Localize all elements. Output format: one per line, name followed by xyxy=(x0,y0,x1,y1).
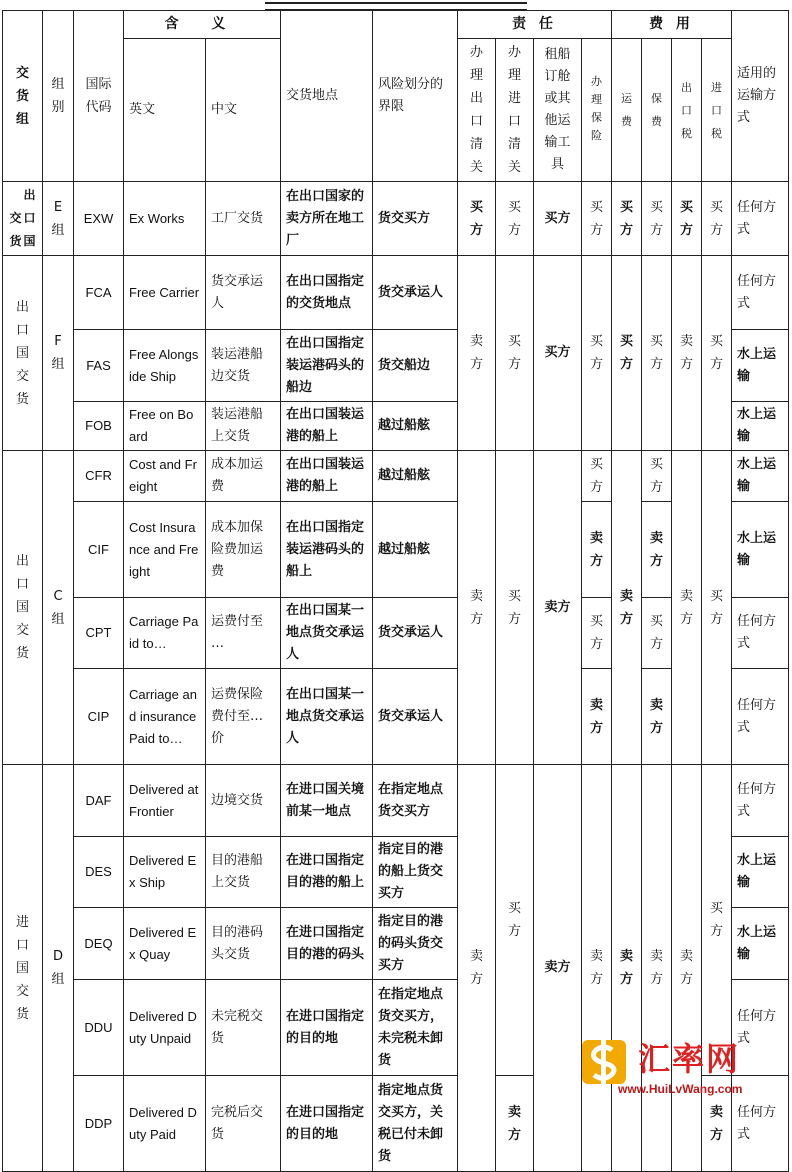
e-group-id: E组 xyxy=(43,182,74,256)
term-en: Delivered Duty Paid xyxy=(124,1076,206,1172)
d-resp-ship: 卖方 xyxy=(534,765,582,1172)
f-group-id: F组 xyxy=(43,256,74,451)
exw-resp-ship: 买方 xyxy=(534,182,582,256)
term-mode: 水上运输 xyxy=(732,330,789,402)
term-en: Carriage and insurance Paid to… xyxy=(124,669,206,765)
term-mode: 任何方式 xyxy=(732,765,789,837)
header-responsibility: 责 任 xyxy=(458,11,612,39)
exw-cost-ins: 买方 xyxy=(642,182,672,256)
term-en: Free Carrier xyxy=(124,256,206,330)
term-mode: 水上运输 xyxy=(732,451,789,502)
term-zh: 目的港船上交货 xyxy=(206,837,281,908)
term-zh: 目的港码头交货 xyxy=(206,908,281,980)
c-resp-export: 卖方 xyxy=(458,451,496,765)
term-code: FAS xyxy=(74,330,124,402)
d-resp-import: 买方 xyxy=(496,765,534,1076)
header-cost-ins: 保费 xyxy=(642,39,672,182)
term-risk: 在指定地点货交买方，未完税未卸货 xyxy=(373,980,458,1076)
header-group-id: 组别 xyxy=(43,11,74,182)
cif-cost-ins: 卖方 xyxy=(642,502,672,598)
term-mode: 水上运输 xyxy=(732,402,789,451)
header-resp-ship: 租船订舱或其他运输工具 xyxy=(534,39,582,182)
term-place: 在进口国指定的目的地 xyxy=(281,1076,373,1172)
d-group-cell: 进口国交货 xyxy=(3,765,43,1172)
c-resp-ship: 卖方 xyxy=(534,451,582,765)
header-resp-ins: 办理保险 xyxy=(582,39,612,182)
term-mode: 任何方式 xyxy=(732,256,789,330)
f-cost-export: 卖方 xyxy=(672,256,702,451)
header-cost-import: 进口税 xyxy=(702,39,732,182)
header-en: 英文 xyxy=(124,39,206,182)
f-group-cell: 出口国交货 xyxy=(3,256,43,451)
header-mode: 适用的运输方式 xyxy=(732,11,789,182)
term-code: CIF xyxy=(74,502,124,598)
term-zh: 完税后交货 xyxy=(206,1076,281,1172)
header-resp-export: 办理出口清关 xyxy=(458,39,496,182)
term-place: 在出口国装运港的船上 xyxy=(281,451,373,502)
term-place: 在出口国指定装运港码头的船边 xyxy=(281,330,373,402)
term-zh: 成本加运费 xyxy=(206,451,281,502)
cfr-resp-ins: 买方 xyxy=(582,451,612,502)
term-code: EXW xyxy=(74,182,124,256)
d-cost-freight: 卖方 xyxy=(612,765,642,1172)
d-cost-export: 卖方 xyxy=(672,765,702,1172)
d-resp-ins: 卖方 xyxy=(582,765,612,1172)
term-en: Cost Insurance and Freight xyxy=(124,502,206,598)
term-place: 在进口国指定目的港的码头 xyxy=(281,908,373,980)
term-zh: 运费付至 … xyxy=(206,598,281,669)
term-place: 在出口国家的卖方所在地工厂 xyxy=(281,182,373,256)
d-group-id: D组 xyxy=(43,765,74,1172)
term-mode: 水上运输 xyxy=(732,908,789,980)
term-mode: 水上运输 xyxy=(732,837,789,908)
exw-cost-freight: 买方 xyxy=(612,182,642,256)
term-zh: 装运港船边交货 xyxy=(206,330,281,402)
term-en: Cost and Freight xyxy=(124,451,206,502)
term-risk: 指定目的港的码头货交买方 xyxy=(373,908,458,980)
header-risk: 风险划分的界限 xyxy=(373,11,458,182)
ddp-cost-import: 卖方 xyxy=(702,1076,732,1172)
term-risk: 货交承运人 xyxy=(373,598,458,669)
term-zh: 运费保险费付至…价 xyxy=(206,669,281,765)
term-place: 在进口国关境前某一地点 xyxy=(281,765,373,837)
term-code: FOB xyxy=(74,402,124,451)
c-group-cell: 出口国交货 xyxy=(3,451,43,765)
header-zh: 中文 xyxy=(206,39,281,182)
term-zh: 货交承运人 xyxy=(206,256,281,330)
term-mode: 任何方式 xyxy=(732,1076,789,1172)
term-risk: 货交承运人 xyxy=(373,669,458,765)
term-risk: 货交承运人 xyxy=(373,256,458,330)
term-risk: 越过船舷 xyxy=(373,451,458,502)
watermark-name: 汇率网 xyxy=(638,1040,741,1078)
header-cost-freight: 运费 xyxy=(612,39,642,182)
c-cost-export: 卖方 xyxy=(672,451,702,765)
top-rule xyxy=(265,2,527,10)
f-resp-ins: 买方 xyxy=(582,256,612,451)
term-risk: 越过船舷 xyxy=(373,402,458,451)
term-risk: 货交买方 xyxy=(373,182,458,256)
term-place: 在出口国装运港的船上 xyxy=(281,402,373,451)
f-resp-ship: 买方 xyxy=(534,256,582,451)
term-place: 在出口国指定装运港码头的船上 xyxy=(281,502,373,598)
d-cost-ins: 卖方 xyxy=(642,765,672,1172)
term-code: DDU xyxy=(74,980,124,1076)
watermark xyxy=(578,1032,788,1102)
term-zh: 工厂交货 xyxy=(206,182,281,256)
term-en: Delivered Duty Unpaid xyxy=(124,980,206,1076)
term-en: Delivered at Frontier xyxy=(124,765,206,837)
ddp-resp-import: 卖方 xyxy=(496,1076,534,1172)
term-en: Delivered Ex Quay xyxy=(124,908,206,980)
term-mode: 水上运输 xyxy=(732,502,789,598)
cfr-cost-ins: 买方 xyxy=(642,451,672,502)
term-code: DDP xyxy=(74,1076,124,1172)
term-mode: 任何方式 xyxy=(732,669,789,765)
term-risk: 货交船边 xyxy=(373,330,458,402)
watermark-url: www.HuiLvWang.com xyxy=(618,1082,743,1096)
header-meaning: 含 义 xyxy=(124,11,281,39)
term-zh: 装运港船上交货 xyxy=(206,402,281,451)
term-code: CFR xyxy=(74,451,124,502)
term-place: 在进口国指定的目的地 xyxy=(281,980,373,1076)
f-resp-import: 买方 xyxy=(496,256,534,451)
f-cost-freight: 买方 xyxy=(612,256,642,451)
header-group: 交货组 xyxy=(3,11,43,182)
term-en: Carriage Paid to… xyxy=(124,598,206,669)
d-resp-export: 卖方 xyxy=(458,765,496,1172)
exw-resp-import: 买方 xyxy=(496,182,534,256)
term-mode: 任何方式 xyxy=(732,182,789,256)
cip-cost-ins: 卖方 xyxy=(642,669,672,765)
term-code: CPT xyxy=(74,598,124,669)
term-place: 在进口国指定目的港的船上 xyxy=(281,837,373,908)
c-group-id: C组 xyxy=(43,451,74,765)
cip-resp-ins: 卖方 xyxy=(582,669,612,765)
f-cost-ins: 买方 xyxy=(642,256,672,451)
exw-resp-ins: 买方 xyxy=(582,182,612,256)
cpt-cost-ins: 买方 xyxy=(642,598,672,669)
d-cost-import: 买方 xyxy=(702,765,732,1076)
header-cost-export: 出口税 xyxy=(672,39,702,182)
term-mode: 任何方式 xyxy=(732,598,789,669)
header-code: 国际代码 xyxy=(74,11,124,182)
term-place: 在出口国某一地点货交承运人 xyxy=(281,598,373,669)
term-code: CIP xyxy=(74,669,124,765)
c-cost-import: 买方 xyxy=(702,451,732,765)
term-mode: 任何方式 xyxy=(732,980,789,1076)
header-cost: 费 用 xyxy=(612,11,732,39)
term-place: 在出口国指定的交货地点 xyxy=(281,256,373,330)
term-code: DEQ xyxy=(74,908,124,980)
term-risk: 越过船舷 xyxy=(373,502,458,598)
header-place: 交货地点 xyxy=(281,11,373,182)
header-resp-import: 办理进口清关 xyxy=(496,39,534,182)
term-code: DAF xyxy=(74,765,124,837)
term-risk: 指定地点货交买方，关税已付未卸货 xyxy=(373,1076,458,1172)
cif-resp-ins: 卖方 xyxy=(582,502,612,598)
incoterms-table xyxy=(2,10,789,1172)
f-cost-import: 买方 xyxy=(702,256,732,451)
term-place: 在出口国某一地点货交承运人 xyxy=(281,669,373,765)
term-en: Free Alongside Ship xyxy=(124,330,206,402)
term-zh: 边境交货 xyxy=(206,765,281,837)
term-en: Delivered Ex Ship xyxy=(124,837,206,908)
term-en: Free on Board xyxy=(124,402,206,451)
c-resp-import: 买方 xyxy=(496,451,534,765)
term-en: Ex Works xyxy=(124,182,206,256)
term-code: DES xyxy=(74,837,124,908)
exw-cost-import: 买方 xyxy=(702,182,732,256)
exw-cost-export: 买方 xyxy=(672,182,702,256)
term-risk: 在指定地点货交买方 xyxy=(373,765,458,837)
term-code: FCA xyxy=(74,256,124,330)
term-risk: 指定目的港的船上货交买方 xyxy=(373,837,458,908)
term-zh: 成本加保险费加运费 xyxy=(206,502,281,598)
e-group-cell: 交货出口国 xyxy=(3,182,43,256)
c-cost-freight: 卖方 xyxy=(612,451,642,765)
f-resp-export: 卖方 xyxy=(458,256,496,451)
exw-resp-export: 买方 xyxy=(458,182,496,256)
cpt-resp-ins: 买方 xyxy=(582,598,612,669)
term-zh: 未完税交货 xyxy=(206,980,281,1076)
